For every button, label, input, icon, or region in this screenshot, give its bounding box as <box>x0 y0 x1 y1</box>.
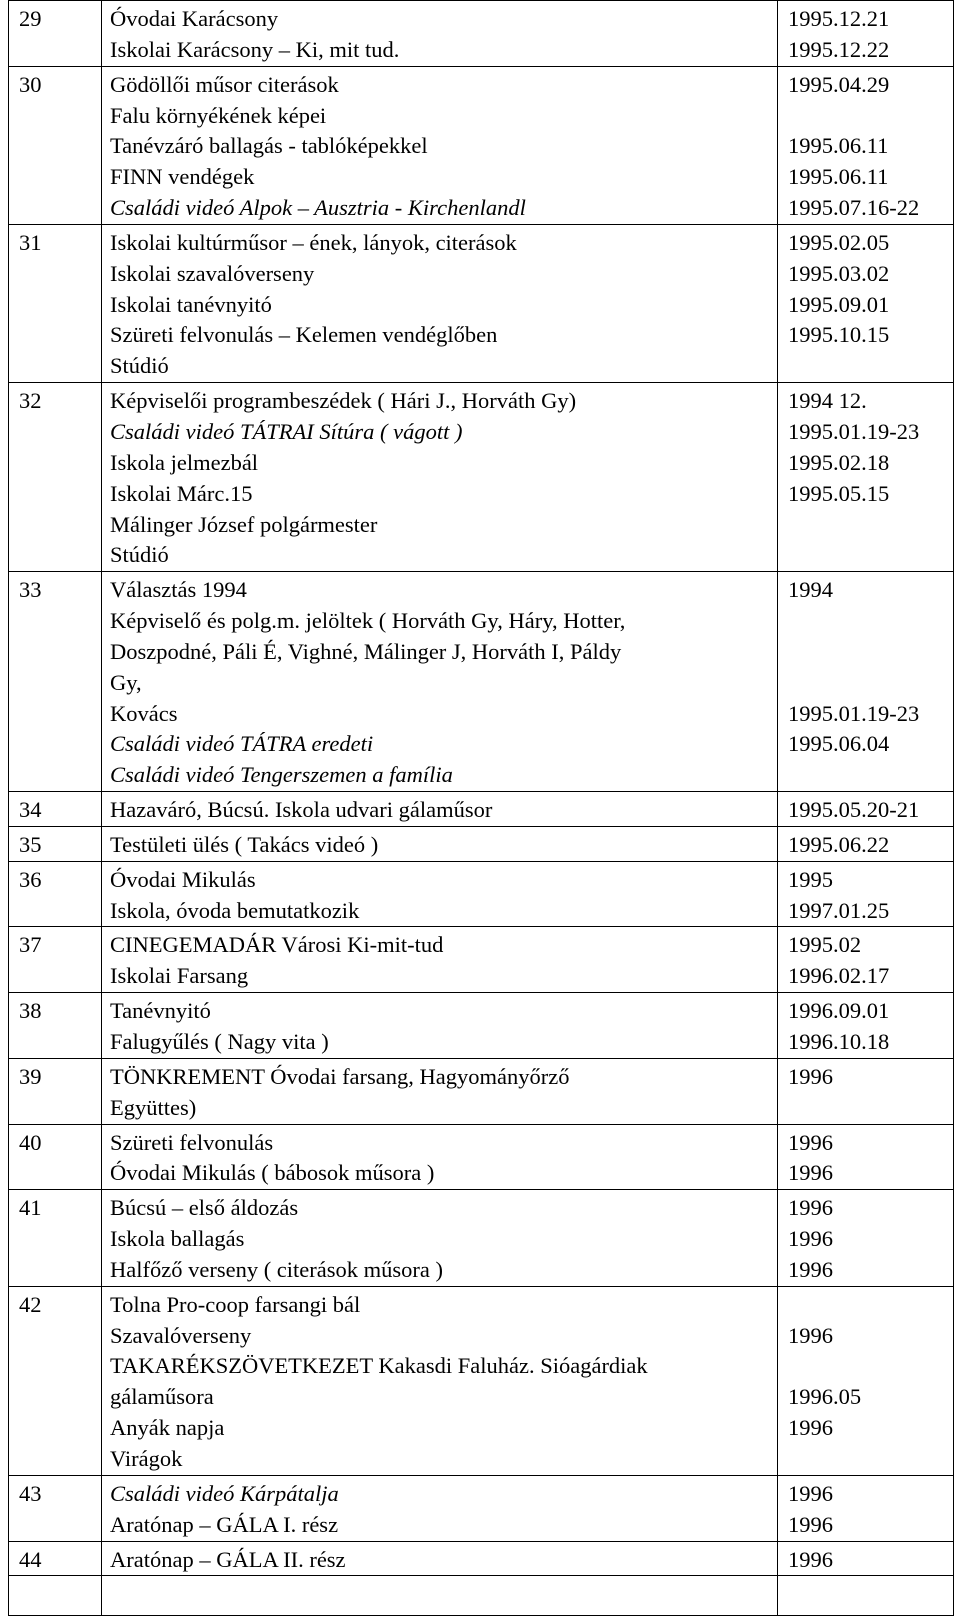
event-line: Családi videó Alpok – Ausztria - Kirchenlandl <box>110 195 526 221</box>
event-line: TÖNKREMENT Óvodai farsang, Hagyományőrző <box>110 1063 570 1089</box>
event-line: Családi videó Kárpátalja <box>110 1480 339 1506</box>
event-date <box>788 1093 953 1124</box>
event-date: 1996 <box>788 1415 833 1441</box>
event-line: Iskolai tanévnyitó <box>110 291 272 317</box>
event-date-cell <box>778 927 954 993</box>
event-date: 1996 <box>788 1226 833 1252</box>
event-line: Tanévnyitó <box>110 998 211 1024</box>
event-line: Aratónap – GÁLA II. rész <box>110 1546 346 1572</box>
event-line: Képviselői programbeszédek ( Hári J., Horváth Gy) <box>110 388 577 414</box>
event-line: Óvodai Mikulás <box>110 866 256 892</box>
event-date-cell <box>778 572 954 792</box>
event-date: 1995 <box>788 866 833 892</box>
event-date: 1996 <box>788 1063 833 1089</box>
event-date <box>788 101 953 132</box>
table-row <box>9 1541 954 1576</box>
event-description-cell <box>102 792 778 827</box>
event-description-cell <box>102 927 778 993</box>
event-date: 1995.02 <box>788 932 862 958</box>
event-date-cell <box>778 1 954 67</box>
event-date: 1995.01.19-23 <box>788 418 920 444</box>
event-date: 1996 <box>788 1195 833 1221</box>
event-description-cell <box>102 1475 778 1541</box>
row-number: 34 <box>9 792 102 827</box>
table-row <box>9 1124 954 1190</box>
table-row <box>9 383 954 572</box>
event-date: 1995.06.11 <box>788 164 889 190</box>
event-date: 1994 12. <box>788 388 867 414</box>
event-date: 1995.05.15 <box>788 480 890 506</box>
event-description-cell <box>102 224 778 382</box>
table-row <box>9 572 954 792</box>
table-row <box>9 993 954 1059</box>
event-date <box>788 1444 953 1475</box>
event-description-cell <box>102 1190 778 1287</box>
event-description-cell <box>102 572 778 792</box>
event-line: Választás 1994 <box>110 577 247 603</box>
event-date <box>788 540 953 571</box>
event-line: TAKARÉKSZÖVETKEZET Kakasdi Faluház. Sióagárdiak <box>110 1353 648 1379</box>
row-number: 29 <box>9 1 102 67</box>
table-row <box>9 224 954 382</box>
event-line: Halfőző verseny ( citerások műsora ) <box>110 1256 443 1282</box>
row-number: 31 <box>9 224 102 382</box>
event-date: 1995.03.02 <box>788 260 890 286</box>
row-number: 41 <box>9 1190 102 1287</box>
event-date: 1996 <box>788 1322 833 1348</box>
event-date-cell <box>778 224 954 382</box>
event-date: 1995.10.15 <box>788 322 890 348</box>
event-date: 1995.12.21 <box>788 6 890 31</box>
event-date <box>788 760 953 791</box>
event-date-cell <box>778 792 954 827</box>
event-line: Óvodai Mikulás ( bábosok műsora ) <box>110 1160 435 1186</box>
event-description-cell <box>102 1124 778 1190</box>
row-number: 36 <box>9 861 102 927</box>
event-date-cell <box>778 1058 954 1124</box>
row-number: 39 <box>9 1058 102 1124</box>
event-date: 1996.09.01 <box>788 998 890 1024</box>
event-date: 1995.07.16-22 <box>788 195 920 221</box>
row-number: 43 <box>9 1475 102 1541</box>
event-line: Stúdió <box>110 542 169 568</box>
event-date: 1996.10.18 <box>788 1029 890 1054</box>
event-description-cell <box>102 993 778 1059</box>
event-date: 1995.12.22 <box>788 36 890 62</box>
event-date: 1995.06.11 <box>788 133 889 159</box>
event-date-cell <box>778 1190 954 1287</box>
event-date: 1996 <box>788 1129 833 1155</box>
table-row <box>9 66 954 224</box>
event-line: Tanévzáró ballagás - tablóképekkel <box>110 133 428 159</box>
event-description-cell <box>102 826 778 861</box>
event-description-cell <box>102 66 778 224</box>
table-row <box>9 1 954 67</box>
event-line: Iskolai Karácsony – Ki, mit tud. <box>110 36 400 62</box>
event-line: Iskolai Márc.15 <box>110 480 253 506</box>
event-date: 1994 <box>788 577 833 603</box>
event-description-cell <box>102 861 778 927</box>
event-line: Doszpodné, Páli É, Vighné, Málinger J, Horváth I, Páldy <box>110 638 622 664</box>
event-line: Virágok <box>110 1445 183 1471</box>
event-description-cell <box>102 1058 778 1124</box>
event-date: 1996 <box>788 1511 833 1537</box>
event-line: Búcsú – első áldozás <box>110 1195 299 1221</box>
event-date-cell <box>778 1576 954 1616</box>
table-row <box>9 927 954 993</box>
event-date: 1996.05 <box>788 1384 862 1410</box>
event-date: 1997.01.25 <box>788 897 890 923</box>
event-line: Képviselő és polg.m. jelöltek ( Horváth Gy, Háry, Hotter, <box>110 608 626 634</box>
event-date: 1996 <box>788 1160 833 1186</box>
event-description-cell <box>102 1541 778 1576</box>
event-line: Stúdió <box>110 353 169 379</box>
event-line: Iskola ballagás <box>110 1226 245 1252</box>
event-date-cell <box>778 826 954 861</box>
event-date <box>788 351 953 382</box>
event-description-cell <box>102 383 778 572</box>
event-line: Iskolai szavalóverseny <box>110 260 315 286</box>
table-row <box>9 861 954 927</box>
event-date <box>788 1290 953 1321</box>
table-row <box>9 792 954 827</box>
table-row <box>9 1475 954 1541</box>
event-line: Szüreti felvonulás – Kelemen vendéglőben <box>110 322 498 348</box>
event-date-cell <box>778 1475 954 1541</box>
event-line: Együttes) <box>110 1094 197 1120</box>
row-number <box>9 1576 102 1616</box>
event-line: Iskolai kultúrműsor – ének, lányok, citerások <box>110 229 517 255</box>
event-line: Óvodai Karácsony <box>110 6 279 31</box>
event-line: FINN vendégek <box>110 164 255 190</box>
event-line: Falu környékének képei <box>110 102 327 128</box>
event-date-cell <box>778 993 954 1059</box>
event-date: 1995.02.18 <box>788 449 890 475</box>
row-number: 30 <box>9 66 102 224</box>
table-body <box>9 1 954 1616</box>
event-date <box>788 606 953 637</box>
event-line: Málinger József polgármester <box>110 511 378 537</box>
event-line: Anyák napja <box>110 1415 225 1441</box>
row-number: 44 <box>9 1541 102 1576</box>
table-row <box>9 1576 954 1616</box>
event-line: Gy, <box>110 669 142 695</box>
event-date: 1996 <box>788 1546 833 1572</box>
event-line: Családi videó Tengerszemen a família <box>110 762 453 788</box>
row-number: 37 <box>9 927 102 993</box>
event-line: Szüreti felvonulás <box>110 1129 274 1155</box>
event-line: Testületi ülés ( Takács videó ) <box>110 831 379 857</box>
event-date: 1995.04.29 <box>788 71 890 97</box>
event-date <box>788 668 953 699</box>
event-date <box>788 1351 953 1382</box>
row-number: 40 <box>9 1124 102 1190</box>
event-line: Szavalóverseny <box>110 1322 252 1348</box>
row-number: 32 <box>9 383 102 572</box>
event-line: Hazaváró, Búcsú. Iskola udvari gálaműsor <box>110 797 493 823</box>
event-date-cell <box>778 383 954 572</box>
table-row <box>9 1190 954 1287</box>
event-line: gálaműsora <box>110 1384 214 1410</box>
event-line: Aratónap – GÁLA I. rész <box>110 1511 339 1537</box>
event-description-cell <box>102 1576 778 1616</box>
event-line: Iskola, óvoda bemutatkozik <box>110 897 360 923</box>
event-line: Kovács <box>110 700 178 726</box>
event-date: 1995.01.19-23 <box>788 700 920 726</box>
table-row <box>9 826 954 861</box>
event-date: 1996.02.17 <box>788 963 890 989</box>
event-description-cell <box>102 1 778 67</box>
row-number: 35 <box>9 826 102 861</box>
event-date: 1995.05.20-21 <box>788 797 920 823</box>
event-date-cell <box>778 1124 954 1190</box>
event-description-cell <box>102 1286 778 1475</box>
event-line: Családi videó TÁTRAI Sítúra ( vágott ) <box>110 418 463 444</box>
event-line: Tolna Pro-coop farsangi bál <box>110 1291 361 1317</box>
event-date-cell <box>778 1541 954 1576</box>
event-date: 1996 <box>788 1256 833 1282</box>
row-number: 38 <box>9 993 102 1059</box>
event-date: 1995.09.01 <box>788 291 890 317</box>
event-line: CINEGEMADÁR Városi Ki-mit-tud <box>110 932 444 958</box>
event-date-cell <box>778 1286 954 1475</box>
event-date-cell <box>778 66 954 224</box>
row-number: 42 <box>9 1286 102 1475</box>
event-date <box>788 510 953 541</box>
event-line: Falugyűlés ( Nagy vita ) <box>110 1029 329 1054</box>
event-date: 1995.06.22 <box>788 831 890 857</box>
event-line: Gödöllői műsor citerások <box>110 71 339 97</box>
event-date: 1995.02.05 <box>788 229 890 255</box>
event-line: Iskola jelmezbál <box>110 449 259 475</box>
event-log-table <box>8 0 954 1616</box>
event-date <box>788 637 953 668</box>
table-row <box>9 1058 954 1124</box>
event-line: Iskolai Farsang <box>110 963 249 989</box>
event-line: Családi videó TÁTRA eredeti <box>110 731 374 757</box>
event-date: 1995.06.04 <box>788 731 890 757</box>
table-row <box>9 1286 954 1475</box>
event-date: 1996 <box>788 1480 833 1506</box>
row-number: 33 <box>9 572 102 792</box>
event-date-cell <box>778 861 954 927</box>
